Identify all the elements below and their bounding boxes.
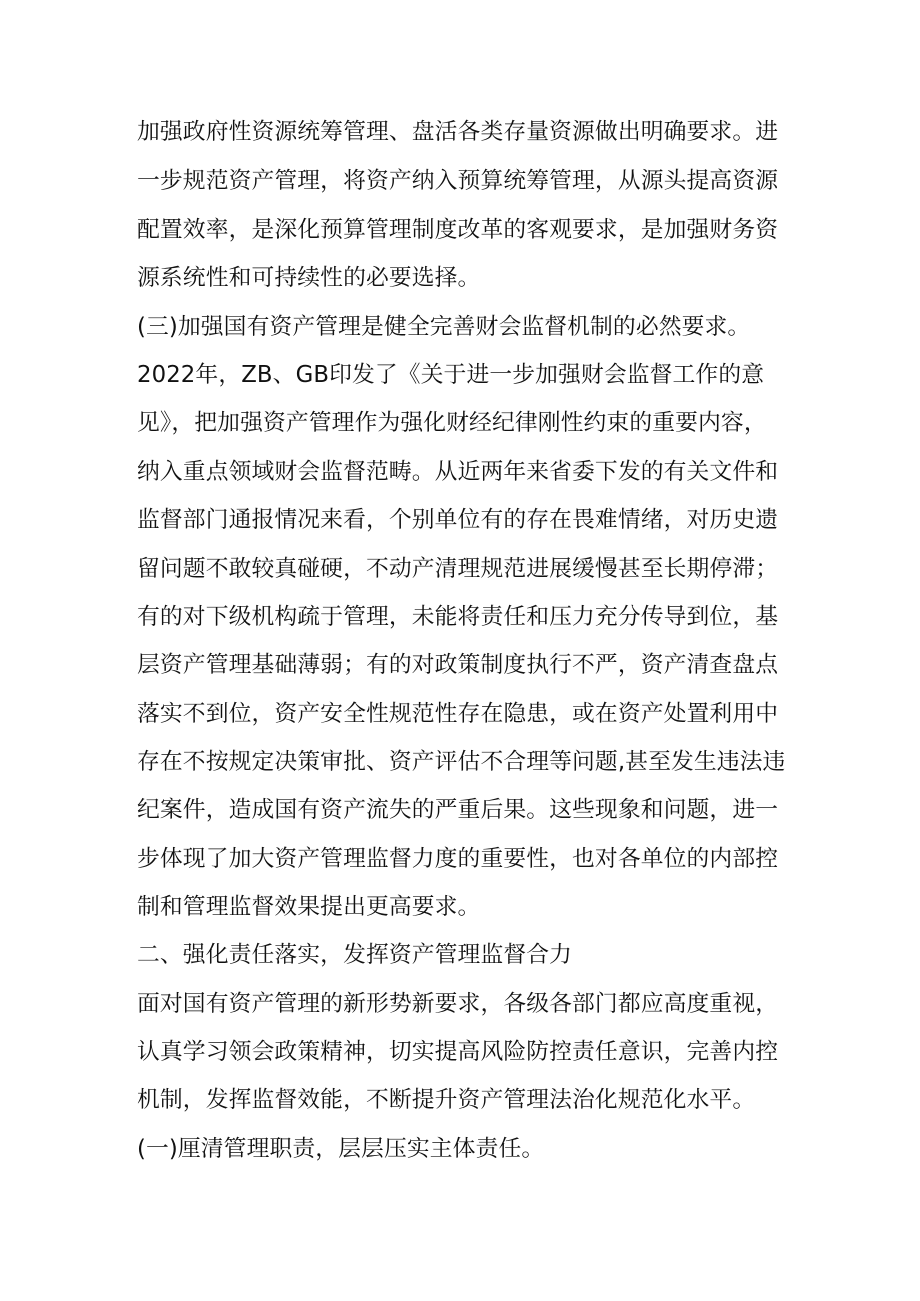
text-line: 落实不到位，资产安全性规范性存在隐患，或在资产处置利用中 — [137, 701, 779, 727]
text-line: 步体现了加大资产管理监督力度的重要性，也对各单位的内部控 — [137, 846, 779, 872]
text-line: 加强政府性资源统筹管理、盘活各类存量资源做出明确要求。进 — [137, 119, 779, 145]
text-line: 纳入重点领域财会监督范畴。从近两年来省委下发的有关文件和 — [137, 459, 779, 485]
text-line: 制和管理监督效果提出更高要求。 — [137, 894, 481, 920]
text-line: 机制，发挥监督效能，不断提升资产管理法治化规范化水平。 — [137, 1087, 756, 1113]
text-line: 见》，把加强资产管理作为强化财经纪律刚性约束的重要内容， — [137, 410, 767, 436]
text-line: 源系统性和可持续性的必要选择。 — [137, 265, 481, 291]
section-heading: (三)加强国有资产管理是健全完善财会监督机制的必然要求。 — [137, 314, 751, 340]
text-line: 有的对下级机构疏于管理，未能将责任和压力充分传导到位，基 — [137, 604, 779, 630]
text-line: 配置效率，是深化预算管理制度改革的客观要求，是加强财务资 — [137, 217, 779, 243]
text-line: 认真学习领会政策精神，切实提高风险防控责任意识，完善内控 — [137, 1039, 779, 1065]
text-line: 监督部门通报情况来看，个别单位有的存在畏难情绪，对历史遗 — [137, 507, 779, 533]
text-line: 层资产管理基础薄弱；有的对政策制度执行不严，资产清查盘点 — [137, 652, 779, 678]
section-heading: 二、强化责任落实，发挥资产管理监督合力 — [137, 942, 573, 968]
subsection-heading: (一)厘清管理职责，层层压实主体责任。 — [137, 1136, 545, 1162]
text-line: 留问题不敢较真碰硬，不动产清理规范进展缓慢甚至长期停滞； — [137, 556, 779, 582]
text-line: 一步规范资产管理，将资产纳入预算统筹管理，从源头提高资源 — [137, 168, 779, 194]
text-line: 纪案件，造成国有资产流失的严重后果。这些现象和问题，进一 — [137, 797, 779, 823]
text-line: 存在不按规定决策审批、资产评估不合理等问题,甚至发生违法违 — [137, 749, 786, 775]
text-line: 面对国有资产管理的新形势新要求，各级各部门都应高度重视， — [137, 991, 779, 1017]
text-line: 2022年，ZB、GB印发了《关于进一步加强财会监督工作的意 — [137, 362, 765, 388]
